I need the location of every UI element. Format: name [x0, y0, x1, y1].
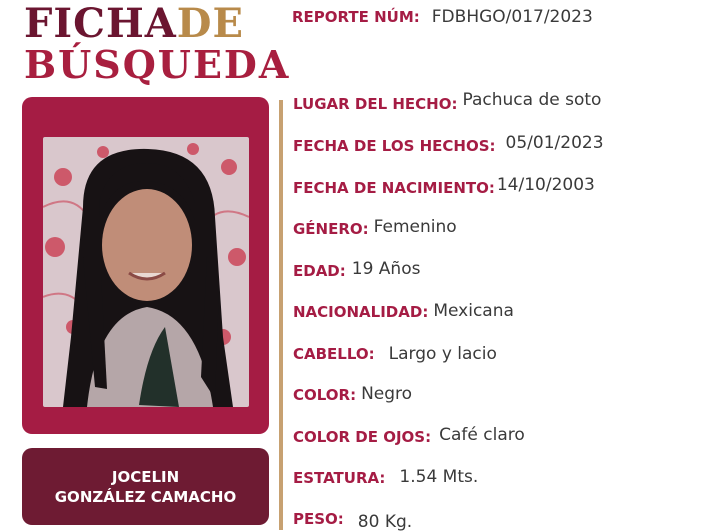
title-word-de: DE [176, 0, 244, 47]
field-label: LUGAR DEL HECHO: [293, 95, 458, 113]
field-label: COLOR: [293, 386, 357, 404]
field-nationality [293, 299, 514, 325]
field-value: 1.54 Mts. [399, 467, 479, 487]
field-eye-color [293, 424, 525, 450]
report-value: FDBHGO/017/2023 [431, 7, 593, 27]
vertical-divider [279, 100, 283, 530]
title-word-ficha: FICHA [24, 0, 177, 47]
field-value: Mexicana [433, 301, 514, 321]
person-name [22, 448, 269, 525]
field-label: PESO: [293, 510, 344, 528]
report-number [292, 5, 593, 29]
field-hair [293, 341, 497, 367]
field-gender [293, 216, 457, 242]
photo-card [22, 97, 269, 434]
field-label: GÉNERO: [293, 220, 369, 238]
field-label: ESTATURA: [293, 469, 386, 487]
field-label: CABELLO: [293, 345, 375, 363]
field-label: FECHA DE LOS HECHOS: [293, 137, 496, 155]
field-label: NACIONALIDAD: [293, 303, 429, 321]
field-value: Largo y lacio [388, 344, 497, 364]
page-title [24, 0, 244, 47]
field-value: 14/10/2003 [496, 175, 595, 195]
field-age [293, 258, 420, 284]
field-value: Café claro [439, 425, 525, 445]
person-first-name: JOCELIN [111, 467, 180, 486]
field-value: 80 Kg. [357, 512, 413, 532]
field-value: Femenino [373, 217, 457, 237]
field-value: Negro [361, 384, 413, 404]
person-photo [43, 137, 249, 407]
field-birth-date [293, 175, 595, 201]
field-value: Pachuca de soto [462, 90, 602, 110]
title-word-busqueda: BÚSQUEDA [24, 42, 291, 87]
field-place [293, 91, 601, 117]
field-weight [293, 506, 412, 532]
field-label: COLOR DE OJOS: [293, 428, 432, 446]
field-event-date [293, 133, 604, 159]
person-last-name: GONZÁLEZ CAMACHO [54, 487, 237, 506]
field-label: EDAD: [293, 262, 346, 280]
report-label: REPORTE NÚM: [292, 8, 420, 26]
field-height [293, 465, 478, 491]
field-value: 05/01/2023 [505, 133, 604, 153]
field-value: 19 Años [351, 259, 421, 279]
field-color [293, 382, 412, 408]
field-label: FECHA DE NACIMIENTO: [293, 179, 495, 197]
